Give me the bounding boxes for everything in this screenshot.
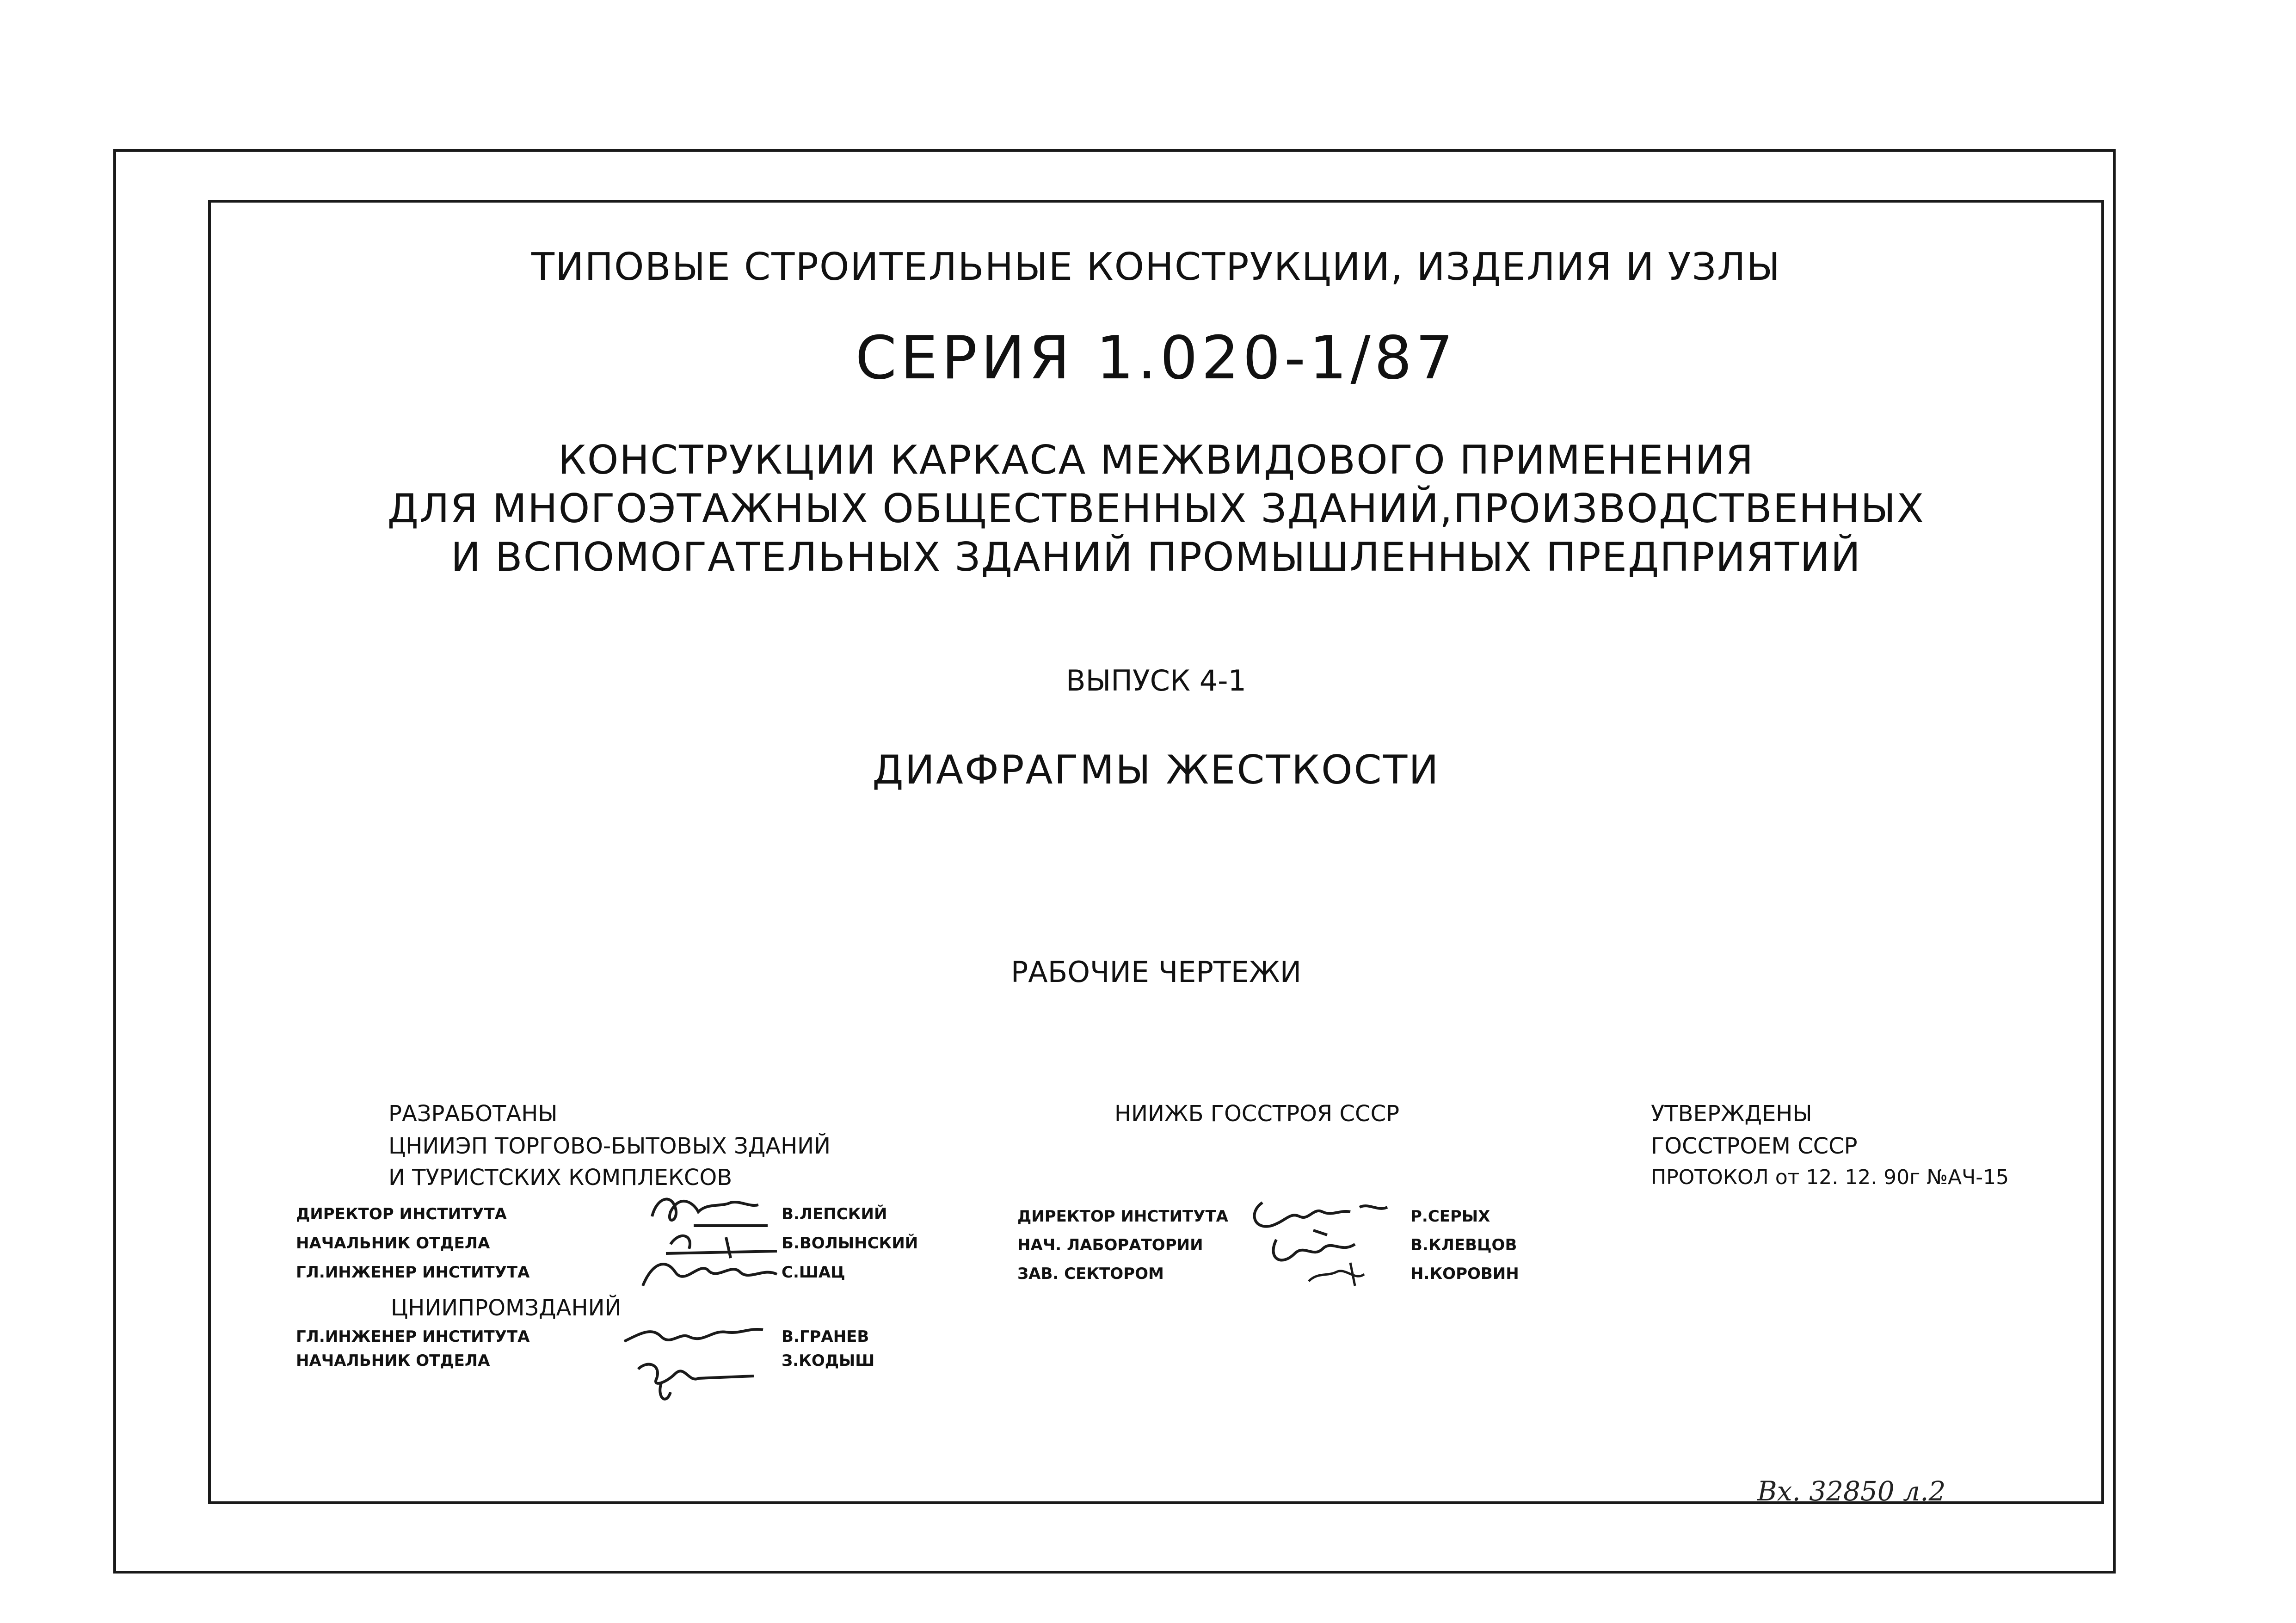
org1-name-head: Б.ВОЛЫНСКИЙ	[782, 1234, 918, 1253]
developers-heading: РАЗРАБОТАНЫ	[388, 1101, 558, 1127]
document-title: ДИАФРАГМЫ ЖЕСТКОСТИ	[872, 747, 1440, 793]
subject-line-2: ДЛЯ МНОГОЭТАЖНЫХ ОБЩЕСТВЕННЫХ ЗДАНИЙ,ПРОИЗВОДСТВЕННЫХ	[387, 486, 1925, 532]
org1-name-chief-engineer: С.ШАЦ	[782, 1263, 845, 1282]
registration-stamp: Вх. 32850 л.2	[1757, 1475, 1946, 1507]
org2-role-chief-engineer: ГЛ.ИНЖЕНЕР ИНСТИТУТА	[296, 1327, 530, 1346]
series-code: СЕРИЯ 1.020-1/87	[855, 324, 1457, 393]
niizhb-name-director: Р.СЕРЫХ	[1410, 1207, 1490, 1226]
approval-protocol: ПРОТОКОЛ от 12. 12. 90г №АЧ-15	[1651, 1166, 2009, 1189]
org2-name-head: З.КОДЫШ	[782, 1351, 875, 1370]
org1-name-director: В.ЛЕПСКИЙ	[782, 1205, 887, 1223]
org1-role-chief-engineer: ГЛ.ИНЖЕНЕР ИНСТИТУТА	[296, 1263, 530, 1282]
niizhb-name-sector-head: Н.КОРОВИН	[1410, 1265, 1519, 1283]
org1-role-head: НАЧАЛЬНИК ОТДЕЛА	[296, 1234, 490, 1253]
org1-name-line1: ЦНИИЭП ТОРГОВО-БЫТОВЫХ ЗДАНИЙ	[388, 1133, 831, 1159]
niizhb-role-lab-head: НАЧ. ЛАБОРАТОРИИ	[1017, 1236, 1203, 1254]
subject-line-3: И ВСПОМОГАТЕЛЬНЫХ ЗДАНИЙ ПРОМЫШЛЕННЫХ ПРЕДПРИЯТИЙ	[450, 534, 1861, 580]
issue-number: ВЫПУСК 4-1	[1066, 664, 1246, 697]
org1-name-line2: И ТУРИСТСКИХ КОМПЛЕКСОВ	[388, 1165, 733, 1191]
handwritten-signature	[615, 1314, 782, 1406]
org2-role-head: НАЧАЛЬНИК ОТДЕЛА	[296, 1351, 490, 1370]
document-type: РАБОЧИЕ ЧЕРТЕЖИ	[1010, 955, 1302, 989]
approval-heading: УТВЕРЖДЕНЫ	[1651, 1101, 1812, 1127]
org1-role-director: ДИРЕКТОР ИНСТИТУТА	[296, 1205, 507, 1223]
niizhb-heading: НИИЖБ ГОССТРОЯ СССР	[1114, 1101, 1400, 1127]
org2-name: ЦНИИПРОМЗДАНИЙ	[391, 1295, 622, 1321]
handwritten-signature	[1244, 1184, 1410, 1295]
approval-authority: ГОССТРОЕМ СССР	[1651, 1133, 1858, 1159]
series-label: ТИПОВЫЕ СТРОИТЕЛЬНЫЕ КОНСТРУКЦИИ, ИЗДЕЛИЯ И УЗЛЫ	[531, 245, 1781, 289]
org2-name-chief-engineer: В.ГРАНЕВ	[782, 1327, 869, 1346]
subject-line-1: КОНСТРУКЦИИ КАРКАСА МЕЖВИДОВОГО ПРИМЕНЕНИЯ	[558, 437, 1754, 483]
niizhb-role-director: ДИРЕКТОР ИНСТИТУТА	[1017, 1207, 1228, 1226]
niizhb-role-sector-head: ЗАВ. СЕКТОРОМ	[1017, 1265, 1164, 1283]
handwritten-signature	[638, 1175, 786, 1290]
niizhb-name-lab-head: В.КЛЕВЦОВ	[1410, 1236, 1517, 1254]
